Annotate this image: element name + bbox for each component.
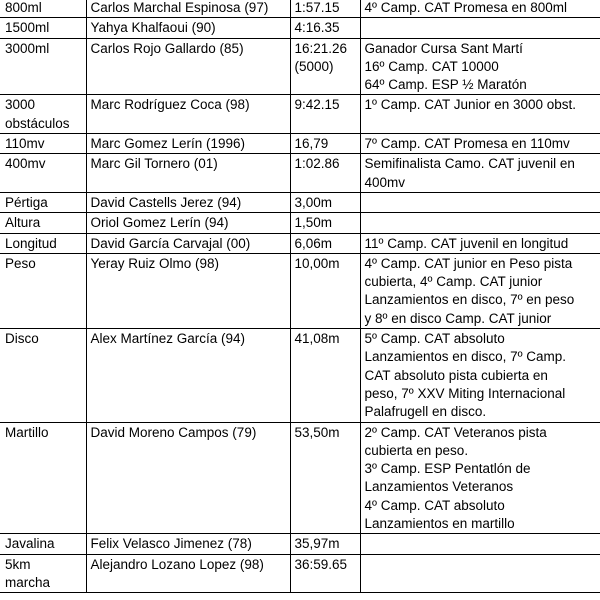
mark-cell: 3,00m — [290, 192, 360, 212]
event-cell: Peso — [0, 253, 86, 328]
mark-cell: 36:59.65 — [290, 554, 360, 593]
mark-cell: 6,06m — [290, 233, 360, 253]
athlete-cell: Alex Martínez García (94) — [86, 329, 290, 422]
athlete-cell: Yahya Khalfaoui (90) — [86, 18, 290, 38]
event-cell: Altura — [0, 213, 86, 233]
mark-cell: 16:21.26 (5000) — [290, 38, 360, 95]
mark-cell: 16,79 — [290, 134, 360, 154]
event-cell: 800ml — [0, 0, 86, 18]
event-cell: 110mv — [0, 134, 86, 154]
notes-cell: 4º Camp. CAT junior en Peso pista cubierta, 4º Camp. CAT junior Lanzamientos en disco, 7º en peso y 8º en disco Camp. CAT junior — [360, 253, 600, 328]
table-row — [0, 0, 600, 18]
notes-cell: 2º Camp. CAT Veteranos pista cubierta en peso. 3º Camp. ESP Pentatlón de Lanzamientos Veteranos 4º Camp. CAT absoluto Lanzamientos en martillo — [360, 422, 600, 534]
mark-cell: 10,00m — [290, 253, 360, 328]
table-row — [0, 18, 600, 38]
athlete-cell: Marc Gil Tornero (01) — [86, 154, 290, 193]
athlete-cell: Alejandro Lozano Lopez (98) — [86, 554, 290, 593]
notes-cell: 4º Camp. CAT Promesa en 800ml — [360, 0, 600, 18]
event-cell: 5km marcha — [0, 554, 86, 593]
notes-cell — [360, 192, 600, 212]
notes-cell — [360, 554, 600, 593]
table-row — [0, 534, 600, 554]
notes-cell: 7º Camp. CAT Promesa en 110mv — [360, 134, 600, 154]
mark-cell: 1:57.15 — [290, 0, 360, 18]
athlete-cell: David Castells Jerez (94) — [86, 192, 290, 212]
notes-cell: Semifinalista Camo. CAT juvenil en 400mv — [360, 154, 600, 193]
mark-cell: 53,50m — [290, 422, 360, 534]
table-row — [0, 213, 600, 233]
notes-cell: 11º Camp. CAT juvenil en longitud — [360, 233, 600, 253]
event-cell: 1500ml — [0, 18, 86, 38]
athlete-cell: David Moreno Campos (79) — [86, 422, 290, 534]
event-cell: Martillo — [0, 422, 86, 534]
event-cell: Longitud — [0, 233, 86, 253]
table-row — [0, 95, 600, 134]
event-cell: 3000 obstáculos — [0, 95, 86, 134]
table-row — [0, 134, 600, 154]
mark-cell: 4:16.35 — [290, 18, 360, 38]
mark-cell: 1,50m — [290, 213, 360, 233]
table-row — [0, 154, 600, 193]
table-row — [0, 253, 600, 328]
notes-cell — [360, 18, 600, 38]
athlete-cell: Yeray Ruiz Olmo (98) — [86, 253, 290, 328]
athlete-cell: Marc Rodríguez Coca (98) — [86, 95, 290, 134]
notes-cell: Ganador Cursa Sant Martí 16º Camp. CAT 10000 64º Camp. ESP ½ Maratón — [360, 38, 600, 95]
event-cell: Pértiga — [0, 192, 86, 212]
athlete-cell: Felix Velasco Jimenez (78) — [86, 534, 290, 554]
notes-cell: 1º Camp. CAT Junior en 3000 obst. — [360, 95, 600, 134]
athlete-cell: David García Carvajal (00) — [86, 233, 290, 253]
athlete-cell: Carlos Rojo Gallardo (85) — [86, 38, 290, 95]
event-cell: Javalina — [0, 534, 86, 554]
table-row — [0, 422, 600, 534]
event-cell: 400mv — [0, 154, 86, 193]
mark-cell: 41,08m — [290, 329, 360, 422]
mark-cell: 1:02.86 — [290, 154, 360, 193]
notes-cell — [360, 213, 600, 233]
table-row — [0, 554, 600, 593]
table-row — [0, 329, 600, 422]
notes-cell: 5º Camp. CAT absoluto Lanzamientos en disco, 7º Camp. CAT absoluto pista cubierta en peso, 7º XXV Miting Internacional Palafrugell en disco. — [360, 329, 600, 422]
notes-cell — [360, 534, 600, 554]
table-row — [0, 233, 600, 253]
event-cell: Disco — [0, 329, 86, 422]
athlete-cell: Marc Gomez Lerín (1996) — [86, 134, 290, 154]
mark-cell: 35,97m — [290, 534, 360, 554]
table-row — [0, 192, 600, 212]
athlete-cell: Carlos Marchal Espinosa (97) — [86, 0, 290, 18]
mark-cell: 9:42.15 — [290, 95, 360, 134]
table-row — [0, 38, 600, 95]
athlete-cell: Oriol Gomez Lerín (94) — [86, 213, 290, 233]
event-cell: 3000ml — [0, 38, 86, 95]
